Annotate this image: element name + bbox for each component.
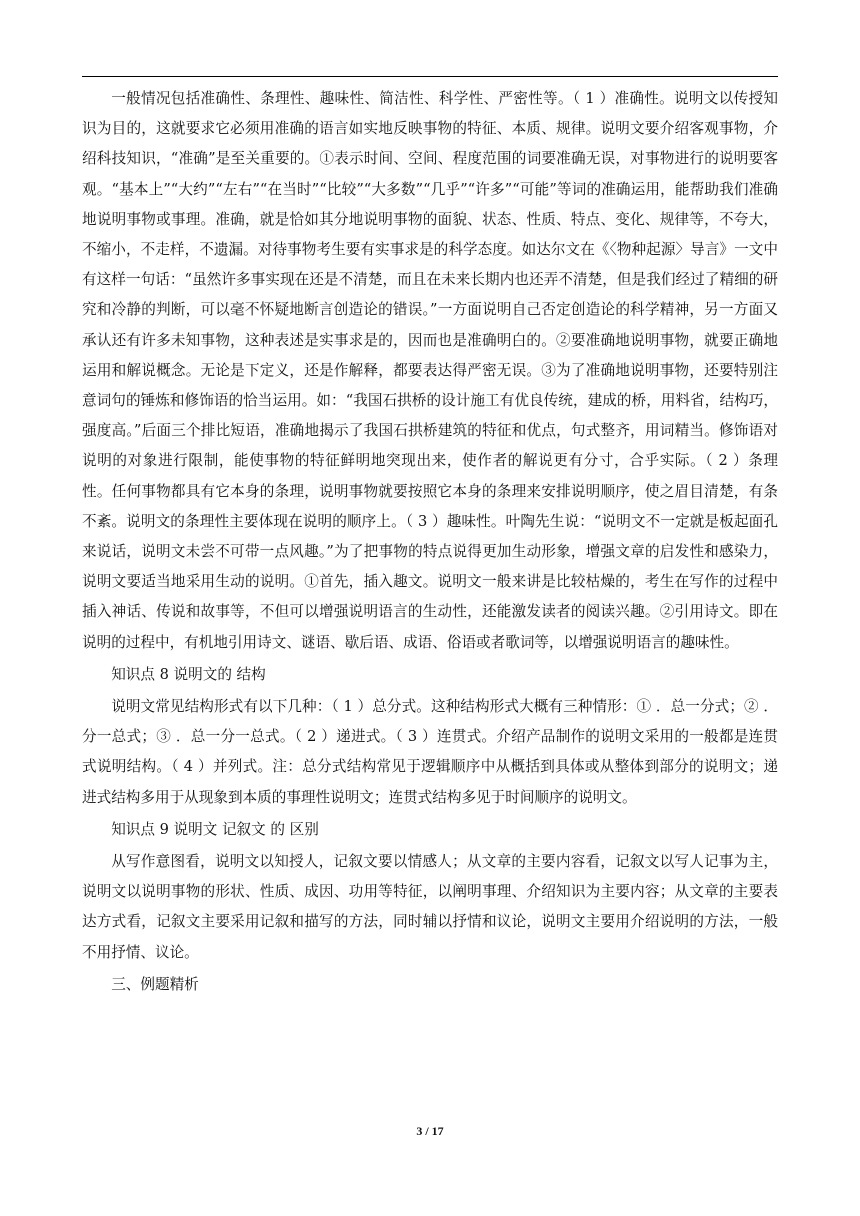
paragraph-difference: 从写作意图看，说明文以知授人，记叙文要以情感人；从文章的主要内容看，记叙文以写人记事为主，说明文以说明事物的形状、性质、成因、功用等特征，以阐明事理、介绍知识为主要内容；从文章的主要表达方式看，记叙文主要采用记叙和描写的方法，同时辅以抒情和议论，说明文主要用介绍说明的方法，一般不用抒情、议论。 [82, 853, 778, 961]
heading-examples: 三、例题精析 [111, 975, 199, 993]
heading-knowledge-8: 知识点 8 说明文的 结构 [111, 665, 266, 683]
document-body [82, 84, 778, 1002]
page-number: 3 / 17 [416, 1124, 444, 1138]
heading-knowledge-9: 知识点 9 说明文 记叙文 的 区别 [111, 820, 319, 838]
paragraph-structure: 说明文常见结构形式有以下几种：（ 1 ）总分式。这种结构形式大概有三种情形：① ．总一分式；② ．分一总式；③ ．总一分一总式。（ 2 ）递进式。（ 3 ）连贯式。介绍产品制作的说明文采用的一般都是连贯式说明结构。（ 4 ）并列式。注：总分式结构常见于逻辑顺序中从概括到具体或从整体到部分的说明文；递进式结构多用于从现象到本质的事理性说明文；连贯式结构多见于时间顺序的说明文。 [82, 698, 778, 806]
paragraph-language-features: 一般情况包括准确性、条理性、趣味性、简洁性、科学性、严密性等。（ 1 ）准确性。说明文以传授知识为目的，这就要求它必须用准确的语言如实地反映事物的特征、本质、规律。说明文要介绍客观事物，介绍科技知识，“准确”是至关重要的。①表示时间、空间、程度范围的词要准确无误，对事物进行的说明要客观。“基本上”“大约”“左右”“在当时”“比较”“大多数”“几乎”“许多”“可能”等词的准确运用，能帮助我们准确地说明事物或事理。准确，就是恰如其分地说明事物的面貌、状态、性质、特点、变化、规律等，不夸大，不缩小，不走样，不遗漏。对待事物考生要有实事求是的科学态度。如达尔文在《〈物种起源〉导言》一文中有这样一句话：“虽然许多事实现在还是不清楚，而且在未来长期内也还弄不清楚，但是我们经过了精细的研究和冷静的判断，可以毫不怀疑地断言创造论的错误。”一方面说明自己否定创造论的科学精神，另一方面又承认还有许多未知事物，这种表述是实事求是的，因而也是准确明白的。②要准确地说明事物，就要正确地运用和解说概念。无论是下定义，还是作解释，都要表达得严密无误。③为了准确地说明事物，还要特别注意词句的锤炼和修饰语的恰当运用。如：“我国石拱桥的设计施工有优良传统，建成的桥，用料省，结构巧，强度高。”后面三个排比短语，准确地揭示了我国石拱桥建筑的特征和优点，句式整齐，用词精当。修饰语对说明的对象进行限制，能使事物的特征鲜明地突现出来，使作者的解说更有分寸，合乎实际。（ 2 ）条理性。任何事物都具有它本身的条理，说明事物就要按照它本身的条理来安排说明顺序，使之眉目清楚，有条不紊。说明文的条理性主要体现在说明的顺序上。（ 3 ）趣味性。叶陶先生说：“说明文不一定就是板起面孔来说话，说明文未尝不可带一点风趣。”为了把事物的特点说得更加生动形象，增强文章的启发性和感染力，说明文要适当地采用生动的说明。①首先，插入趣文。说明文一般来讲是比较枯燥的，考生在写作的过程中插入神话、传说和故事等，不但可以增强说明语言的生动性，还能激发读者的阅读兴趣。②引用诗文。即在说明的过程中，有机地引用诗文、谜语、歇后语、成语、俗语或者歌词等，以增强说明语言的趣味性。 [82, 90, 778, 651]
header-rule [82, 76, 778, 77]
